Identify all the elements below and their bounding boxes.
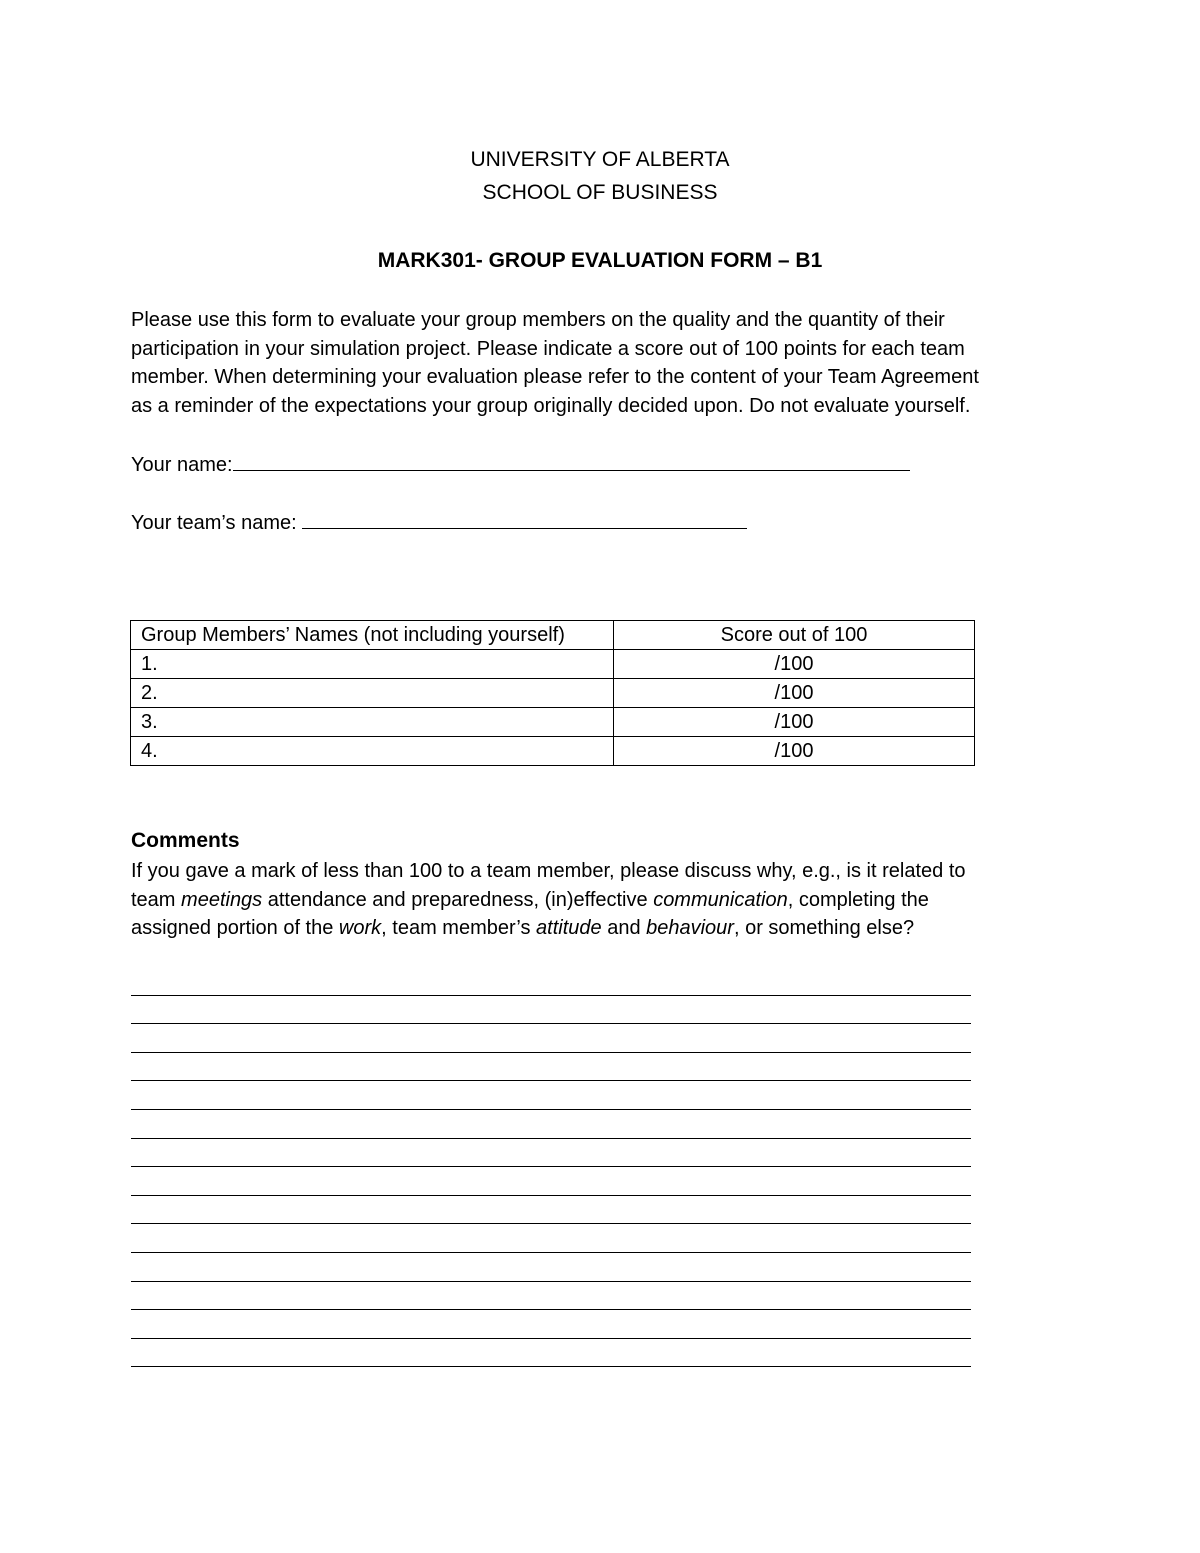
intro-line: as a reminder of the expectations your group originally decided upon. Do not evaluate yourself. [131, 394, 971, 417]
member-score-cell[interactable]: /100 [614, 708, 975, 737]
comment-answer-line[interactable] [131, 1139, 971, 1168]
member-name-cell[interactable]: 3. [131, 708, 614, 737]
member-name-cell[interactable]: 4. [131, 737, 614, 766]
comment-answer-line[interactable] [131, 967, 971, 996]
table-header-row [131, 621, 975, 650]
text-run: , team member’s [381, 917, 537, 940]
comment-answer-line[interactable] [131, 1253, 971, 1282]
text-run-italic: attitude [536, 917, 602, 940]
table-row [131, 650, 975, 679]
your-name-label: Your name: [131, 454, 233, 476]
comment-answer-line[interactable] [131, 1024, 971, 1053]
comments-instructions [131, 857, 1081, 943]
university-heading: UNIVERSITY OF ALBERTA [470, 148, 730, 171]
text-run: , or something else? [733, 917, 915, 940]
team-name-field [131, 508, 747, 537]
table-row [131, 737, 975, 766]
comment-answer-area [131, 967, 971, 1367]
comments-line: If you gave a mark of less than 100 to a team member, please discuss why, e.g., is it related to [131, 860, 966, 882]
your-name-blank[interactable] [233, 450, 910, 471]
school-heading: SCHOOL OF BUSINESS [482, 181, 718, 204]
comment-answer-line[interactable] [131, 1339, 971, 1368]
comment-answer-line[interactable] [131, 1310, 971, 1339]
table-row [131, 679, 975, 708]
member-score-cell[interactable]: /100 [614, 650, 975, 679]
evaluation-table [130, 620, 975, 766]
text-run-italic: communication [653, 888, 788, 911]
text-run-italic: behaviour [646, 917, 734, 940]
text-run: and [601, 917, 647, 940]
table-row [131, 708, 975, 737]
intro-paragraph [131, 306, 1081, 420]
text-run: assigned portion of the [131, 917, 339, 940]
text-run-italic: meetings [181, 888, 263, 911]
comment-answer-line[interactable] [131, 1081, 971, 1110]
form-title: MARK301- GROUP EVALUATION FORM – B1 [377, 249, 823, 272]
your-name-field [131, 450, 910, 479]
intro-line: Please use this form to evaluate your group members on the quality and the quantity of their [131, 309, 945, 331]
intro-line: member. When determining your evaluation please refer to the content of your Team Agreement [131, 366, 979, 389]
comment-answer-line[interactable] [131, 1110, 971, 1139]
team-name-blank[interactable] [302, 508, 747, 529]
header-names: Group Members’ Names (not including yourself) [131, 621, 614, 650]
comment-answer-line[interactable] [131, 1196, 971, 1225]
comment-answer-line[interactable] [131, 996, 971, 1025]
text-run: attendance and preparedness, (in)effective [262, 888, 654, 911]
text-run: , completing the [787, 888, 929, 911]
member-name-cell[interactable]: 2. [131, 679, 614, 708]
intro-line: participation in your simulation project. Please indicate a score out of 100 points for each team [131, 337, 965, 360]
comments-line [131, 914, 1081, 943]
comments-heading: Comments [131, 829, 240, 852]
comments-line [131, 886, 1081, 915]
member-score-cell[interactable]: /100 [614, 679, 975, 708]
team-name-label: Your team’s name: [131, 512, 303, 534]
comment-answer-line[interactable] [131, 1224, 971, 1253]
text-run: team [131, 888, 182, 911]
member-score-cell[interactable]: /100 [614, 737, 975, 766]
comment-answer-line[interactable] [131, 1167, 971, 1196]
text-run-italic: work [338, 917, 382, 940]
comment-answer-line[interactable] [131, 1282, 971, 1311]
header-score: Score out of 100 [614, 621, 975, 650]
comment-answer-line[interactable] [131, 1053, 971, 1082]
member-name-cell[interactable]: 1. [131, 650, 614, 679]
